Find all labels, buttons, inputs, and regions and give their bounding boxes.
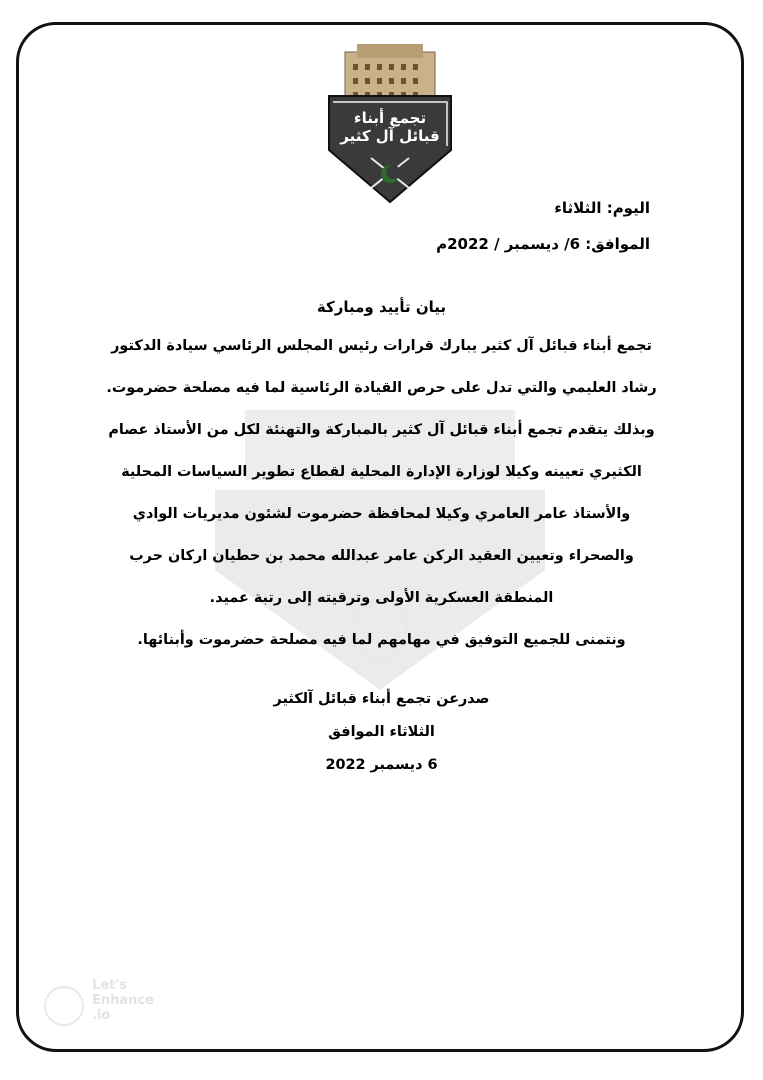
- enhance-text-line2: Enhance: [92, 993, 154, 1008]
- logo-text-line2: قبائل آل كثير: [340, 127, 440, 145]
- date-block: [436, 190, 650, 262]
- enhance-text-line1: Let's: [92, 978, 128, 993]
- statement-line: الكثيري تعيينه وكيلا لوزارة الإدارة المحلية لقطاع تطوير السياسات المحلية: [121, 464, 642, 480]
- signature-issuer: صدرعن تجمع أبناء قبائل آلكثير: [273, 691, 490, 707]
- signature-date: 6 ديسمبر 2022: [325, 757, 438, 773]
- enhance-logo-icon: [44, 986, 84, 1026]
- statement-line: المنطقة العسكرية الأولى وترقيته إلى رتبة عميد.: [209, 590, 554, 606]
- statement-line: ونتمنى للجميع التوفيق في مهامهم لما فيه مصلحة حضرموت وأبنائها.: [137, 632, 626, 648]
- enhance-text-line3: .io: [92, 1008, 111, 1023]
- statement-title: بيان تأييد ومباركة: [316, 298, 447, 316]
- signature-block: [105, 683, 658, 782]
- signature-day: الثلاثاء الموافق: [328, 724, 435, 740]
- statement-body: [105, 293, 658, 782]
- statement-line: والأستاذ عامر العامري وكيلا لمحافظة حضرموت لشئون مديريات الوادي: [132, 506, 631, 522]
- statement-line: والصحراء وتعيين العقيد الركن عامر عبدالله محمد بن حطيان اركان حرب: [129, 548, 634, 564]
- tribe-logo: [327, 40, 453, 206]
- date-line: الموافق: 6/ ديسمبر / 2022م: [436, 235, 650, 253]
- day-line: اليوم: الثلاثاء: [554, 199, 650, 217]
- statement-line: وبذلك يتقدم تجمع أبناء قبائل آل كثير بالمباركة والتهنئة لكل من الأستاذ عصام: [108, 422, 655, 438]
- statement-line: رشاد العليمي والتي تدل على حرص القيادة الرئاسية لما فيه مصلحة حضرموت.: [106, 380, 657, 396]
- logo-text-line1: تجمع أبناء: [353, 109, 427, 127]
- statement-line: تجمع أبناء قبائل آل كثير يبارك قرارات رئيس المجلس الرئاسي سيادة الدكتور: [111, 338, 652, 354]
